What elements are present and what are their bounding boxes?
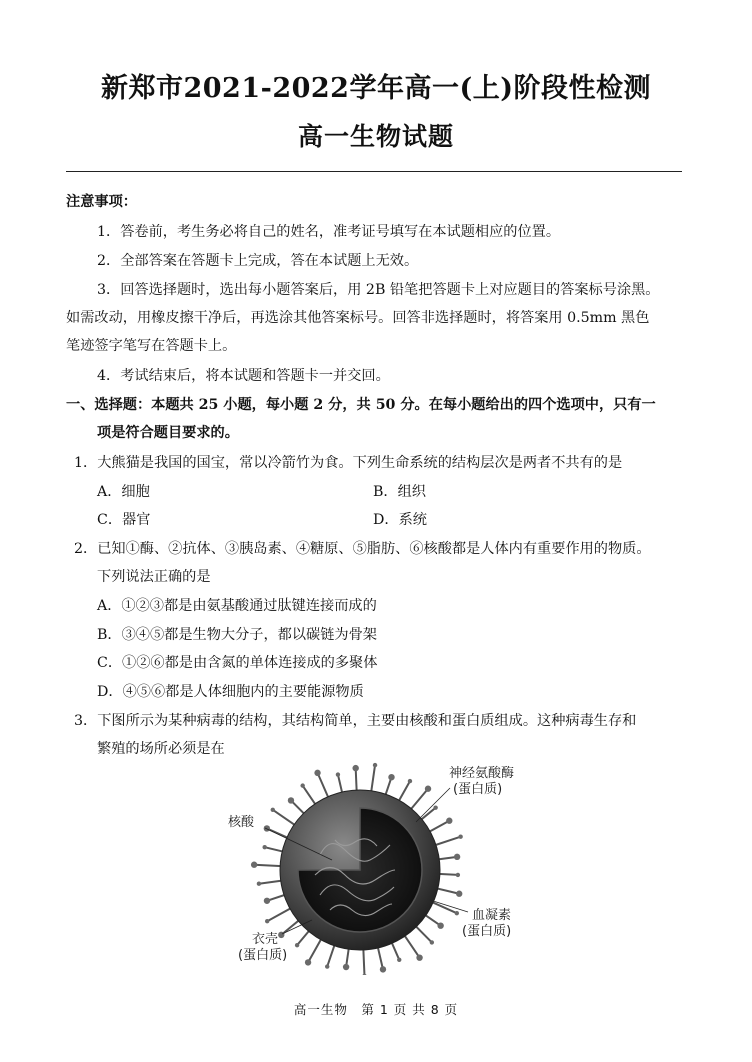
neuraminidase-pointer [416, 788, 450, 822]
virus-structure-figure [220, 760, 550, 975]
section-heading-cont: 项是符合题目要求的。 [97, 425, 239, 441]
exam-title: 新郑市2021-2022学年高一(上)阶段性检测 [100, 73, 652, 104]
spike-head [278, 932, 284, 938]
spike-head [251, 862, 257, 868]
label-neuraminidase: 神经氨酸酶 [449, 766, 515, 781]
spike-head [288, 797, 294, 803]
question-2-option-b: B．③④⑤都是生物大分子，都以碳链为骨架 [97, 627, 377, 643]
question-1-option-d: D．系统 [373, 512, 427, 528]
spike-head [295, 943, 299, 947]
spike-head [300, 783, 304, 787]
spike-head [416, 954, 422, 960]
spike-head [380, 966, 386, 972]
question-2-stem-cont: 下列说法正确的是 [97, 569, 211, 585]
spike [254, 865, 284, 866]
question-1-option-c: C．器官 [97, 512, 151, 528]
spike-head [325, 964, 329, 968]
spike-head [430, 940, 434, 944]
spike-head [373, 763, 377, 767]
spike-head [388, 774, 394, 780]
question-1-stem: 1．大熊猫是我国的国宝，常以冷箭竹为食。下列生命系统的结构层次是两者不共有的是 [74, 455, 623, 471]
spike-head [425, 786, 431, 792]
notice-item: 2．全部答案在答题卡上完成，答在本试题上无效。 [97, 253, 419, 269]
label-hemagglutinin-sub: (蛋白质) [462, 924, 512, 939]
header-divider [66, 171, 682, 172]
spike-head [362, 974, 366, 975]
spike-head [314, 770, 320, 776]
exam-subtitle: 高一生物试题 [297, 122, 454, 151]
question-1-option-b: B．组织 [373, 484, 426, 500]
spike-head [458, 834, 462, 838]
spike-head [264, 898, 270, 904]
label-capsid-sub: (蛋白质) [238, 948, 288, 963]
notice-item: 笔迹签字笔写在答题卡上。 [66, 338, 237, 354]
question-2-option-c: C．①②⑥都是由含氮的单体连接成的多聚体 [97, 655, 378, 671]
question-3-stem: 3．下图所示为某种病毒的结构，其结构简单，主要由核酸和蛋白质组成。这种病毒生存和 [74, 713, 637, 729]
spike-head [456, 873, 460, 877]
spike-head [343, 964, 349, 970]
spike-head [305, 959, 311, 965]
question-1-option-a: A．细胞 [97, 484, 150, 500]
spike-head [257, 882, 261, 886]
question-2-stem: 2．已知①酶、②抗体、③胰岛素、④糖原、⑤脂肪、⑥核酸都是人体内有重要作用的物质。 [74, 541, 651, 557]
notice-item: 3．回答选择题时，选出每小题答案后，用 2B 铅笔把答题卡上对应题目的答案标号涂黑。 [97, 282, 660, 298]
spike-head [336, 772, 340, 776]
notice-item: 如需改动，用橡皮擦干净后，再选涂其他答案标号。回答非选择题时，将答案用 0.5mm 黑色 [66, 310, 650, 326]
question-3-stem-cont: 繁殖的场所必须是在 [97, 741, 225, 757]
label-neuraminidase-sub: (蛋白质) [453, 782, 503, 797]
spike-head [455, 911, 459, 915]
spike-head [408, 779, 412, 783]
spike-head [262, 845, 266, 849]
spike [308, 936, 323, 962]
label-nucleic-acid: 核酸 [228, 815, 255, 830]
section-heading: 一、选择题：本题共 25 小题，每小题 2 分，共 50 分。在每小题给出的四个选项中，只有一 [66, 397, 656, 413]
spike-head [437, 922, 443, 928]
question-2-option-a: A．①②③都是由氨基酸通过肽键连接而成的 [97, 598, 377, 614]
question-2-option-d: D．④⑤⑥都是人体细胞内的主要能源物质 [97, 684, 364, 700]
spike-head [271, 808, 275, 812]
spike [432, 837, 460, 846]
spike-head [446, 818, 452, 824]
spike [371, 765, 375, 795]
spike-head [454, 854, 460, 860]
spike-head [352, 765, 358, 771]
spike-head [397, 958, 401, 962]
notice-item: 4．考试结束后，将本试题和答题卡一并交回。 [97, 368, 390, 384]
spike-head [456, 891, 462, 897]
spike-head [433, 805, 437, 809]
label-hemagglutinin: 血凝素 [472, 908, 512, 923]
page-footer: 高一生物 第 1 页 共 8 页 [293, 1002, 459, 1017]
notice-heading: 注意事项： [66, 194, 137, 210]
spike-head [265, 919, 269, 923]
label-capsid: 衣壳 [252, 932, 279, 947]
notice-item: 1．答卷前，考生务必将自己的姓名，准考证号填写在本试题相应的位置。 [97, 224, 561, 240]
